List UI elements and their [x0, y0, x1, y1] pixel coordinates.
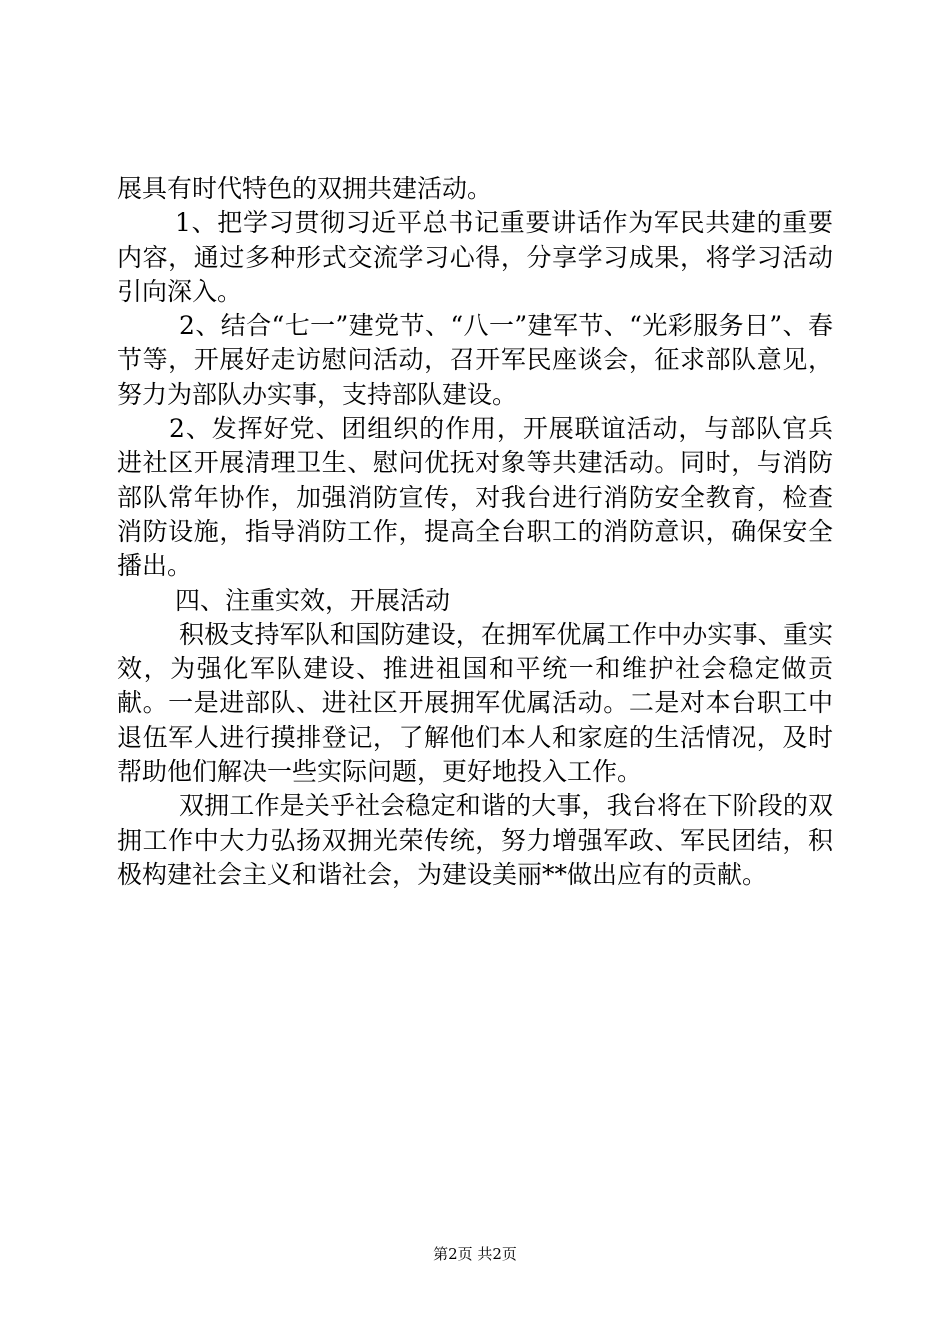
section-heading: 四、注重实效，开展活动: [175, 585, 451, 615]
document-body: [117, 172, 833, 892]
page-footer: [0, 1244, 950, 1264]
paragraph-item-2: 2、结合“七一”建党节、“八一”建军节、“光彩服务日”、春节等，开展好走访慰问活动，召开军民座谈会，征求部队意见，努力为部队办实事，支持部队建设。: [117, 311, 833, 409]
paragraph-continuation: 展具有时代特色的双拥共建活动。: [117, 174, 493, 203]
paragraph-section-body: 积极支持军队和国防建设，在拥军优属工作中办实事、重实效，为强化军队建设、推进祖国和平统一和维护社会稳定做贡献。一是进部队、进社区开展拥军优属活动。二是对本台职工中退伍军人进行摸排登记，了解他们本人和家庭的生活情况，及时帮助他们解决一些实际问题，更好地投入工作。: [117, 619, 833, 787]
page-number-label: 第2页 共2页: [433, 1245, 517, 1263]
paragraph-conclusion: 双拥工作是关乎社会稳定和谐的大事，我台将在下阶段的双拥工作中大力弘扬双拥光荣传统，努力增强军政、军民团结，积极构建社会主义和谐社会，为建设美丽**做出应有的贡献。: [117, 791, 833, 889]
paragraph-item-2b: 2、发挥好党、团组织的作用，开展联谊活动，与部队官兵进社区开展清理卫生、慰问优抚对象等共建活动。同时，与消防部队常年协作，加强消防宣传，对我台进行消防安全教育，检查消防设施，指导消防工作，提高全台职工的消防意识，确保安全播出。: [117, 414, 833, 581]
paragraph-item-1: 1、把学习贯彻习近平总书记重要讲话作为军民共建的重要内容，通过多种形式交流学习心得，分享学习成果，将学习活动引向深入。: [117, 208, 833, 306]
